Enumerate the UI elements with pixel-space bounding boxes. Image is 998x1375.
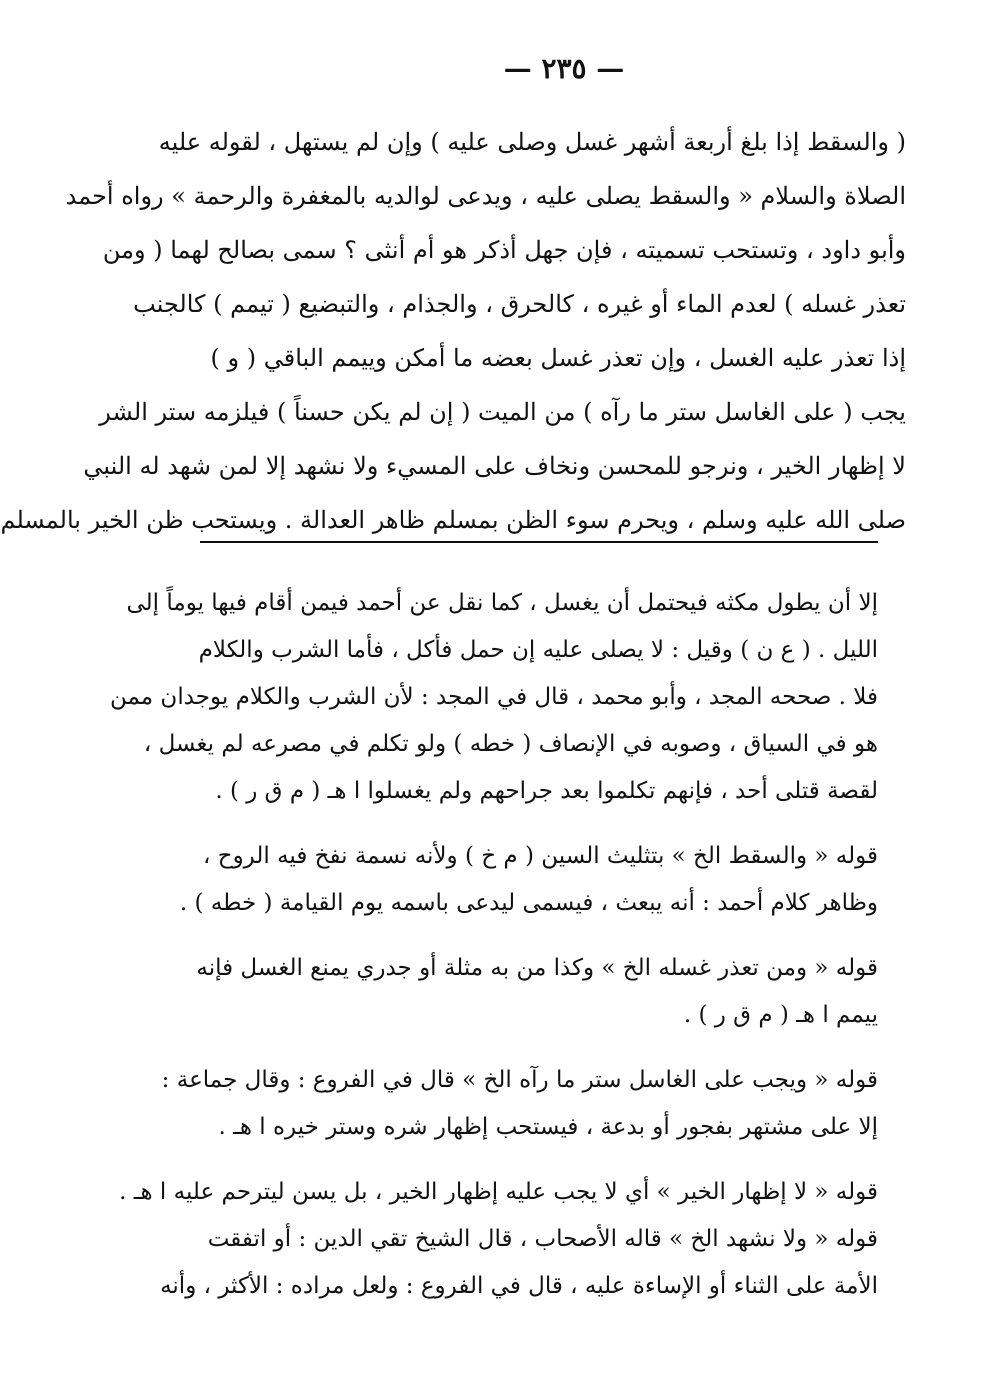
footnote	[179, 833, 878, 927]
main-text-line: لا إظهار الخير ، ونرجو للمحسن ونخاف على المسيء ولا نشهد إلا لمن شهد له النبي	[83, 452, 906, 480]
main-text-line: ( والسقط إذا بلغ أربعة أشهر غسل وصلى عليه ) وإن لم يستهل ، لقوله عليه	[158, 128, 906, 156]
main-text-line: يجب ( على الغاسل ستر ما رآه ) من الميت ( إن لم يكن حسناً ) فيلزمه ستر الشر	[99, 398, 906, 426]
footnote-line: وظاهر كلام أحمد : أنه يبعث ، فيسمى ليدعى باسمه يوم القيامة ( خطه ) .	[179, 890, 878, 916]
footnote-line: قوله « لا إظهار الخير » أي لا يجب عليه إظهار الخير ، بل يسن ليترحم عليه ا هـ .	[119, 1179, 878, 1205]
footnote	[196, 945, 878, 1039]
footnote-line: إلا أن يطول مكثه فيحتمل أن يغسل ، كما نقل عن أحمد فيمن أقام فيها يوماً إلى	[126, 590, 878, 616]
footnote-line: قوله « ويجب على الغاسل ستر ما رآه الخ » قال في الفروع : وقال جماعة :	[161, 1067, 878, 1093]
footnote-line: الأمة على الثناء أو الإساءة عليه ، قال في الفروع : ولعل مراده : الأكثر ، وأنه	[160, 1273, 878, 1299]
main-text-line: تعذر غسله ) لعدم الماء أو غيره ، كالحرق ، والجذام ، والتبضيع ( تيمم ) كالجنب	[133, 290, 906, 318]
footnote	[161, 1057, 878, 1151]
footnote-separator	[200, 541, 878, 543]
footnote-line: الليل . ( ع ن ) وقيل : لا يصلى عليه إن حمل فأكل ، فأما الشرب والكلام	[198, 637, 878, 663]
footnote-line: قوله « ولا نشهد الخ » قاله الأصحاب ، قال الشيخ تقي الدين : أو اتفقت	[207, 1226, 878, 1252]
footnote-line: قوله « ومن تعذر غسله الخ » وكذا من به مثلة أو جدري يمنع الغسل فإنه	[196, 955, 878, 981]
footnote-line: إلا على مشتهر بفجور أو بدعة ، فيستحب إظهار شره وستر خيره ا هـ .	[218, 1114, 878, 1140]
main-text-line: وأبو داود ، وتستحب تسميته ، فإن جهل أذكر هو أم أنثى ؟ سمى بصالح لهما ( ومن	[102, 236, 906, 264]
main-text	[0, 115, 906, 547]
page-number: — ٢٣٥ —	[503, 52, 625, 85]
footnote-line: هو في السياق ، وصوبه في الإنصاف ( خطه ) ولو تكلم في مصرعه لم يغسل ،	[143, 731, 878, 757]
footnote	[110, 580, 878, 815]
footnote	[119, 1169, 878, 1310]
main-text-line: إذا تعذر عليه الغسل ، وإن تعذر غسل بعضه ما أمكن وييمم الباقي ( و )	[210, 344, 906, 372]
footnotes	[110, 580, 878, 1328]
main-text-line: الصلاة والسلام « والسقط يصلى عليه ، ويدعى لوالديه بالمغفرة والرحمة » رواه أحمد	[65, 182, 906, 210]
main-text-line: صلى الله عليه وسلم ، ويحرم سوء الظن بمسلم ظاهر العدالة . ويستحب ظن الخير بالمسلم	[0, 506, 906, 534]
footnote-line: ييمم ا هـ ( م ق ر ) .	[683, 1002, 878, 1028]
footnote-line: فلا . صححه المجد ، وأبو محمد ، قال في المجد : لأن الشرب والكلام يوجدان ممن	[110, 684, 878, 710]
footnote-line: قوله « والسقط الخ » بتثليث السين ( م خ ) ولأنه نسمة نفخ فيه الروح ،	[202, 843, 878, 869]
footnote-line: لقصة قتلى أحد ، فإنهم تكلموا بعد جراحهم ولم يغسلوا ا هـ ( م ق ر ) .	[215, 778, 878, 804]
